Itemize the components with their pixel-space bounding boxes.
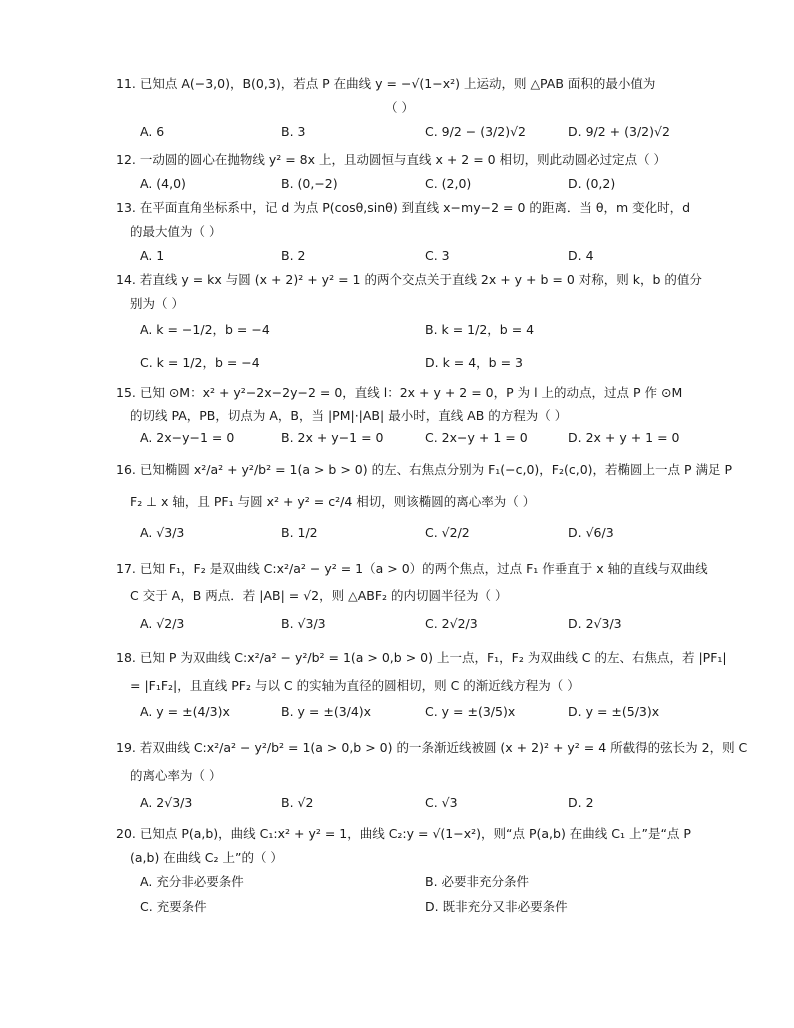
question-20-stem-line2: (a,b) 在曲线 C₂ 上”的（ ） (130, 850, 283, 865)
question-18-option-a: A. y = ±(4/3)x (140, 704, 230, 719)
question-14-stem-line2: 别为（ ） (130, 296, 184, 311)
question-12-option-b: B. (0,−2) (281, 176, 338, 191)
question-15-option-a: A. 2x−y−1 = 0 (140, 430, 235, 445)
question-12-option-c: C. (2,0) (425, 176, 472, 191)
question-11-option-c: C. 9/2 − (3/2)√2 (425, 124, 527, 139)
question-13-stem-line1: 13. 在平面直角坐标系中，记 d 为点 P(cosθ,sinθ) 到直线 x−my−2 = 0 的距离．当 θ，m 变化时，d (116, 200, 691, 215)
question-16-option-b: B. 1/2 (281, 525, 318, 540)
question-16-stem-line1: 16. 已知椭圆 x²/a² + y²/b² = 1(a > b > 0) 的左、右焦点分别为 F₁(−c,0)，F₂(c,0)，若椭圆上一点 P 满足 P (116, 462, 733, 477)
question-20-option-d: D. 既非充分又非必要条件 (425, 899, 568, 914)
question-15-option-b: B. 2x + y−1 = 0 (281, 430, 384, 445)
question-13-option-d: D. 4 (568, 248, 594, 263)
question-13-option-b: B. 2 (281, 248, 306, 263)
question-17-option-b: B. √3/3 (281, 616, 326, 631)
question-11-option-a: A. 6 (140, 124, 165, 139)
question-13-option-c: C. 3 (425, 248, 450, 263)
question-18-option-c: C. y = ±(3/5)x (425, 704, 516, 719)
question-16-option-a: A. √3/3 (140, 525, 185, 540)
question-19-stem-line1: 19. 若双曲线 C:x²/a² − y²/b² = 1(a > 0,b > 0) 的一条渐近线被圆 (x + 2)² + y² = 4 所截得的弦长为 2，则 C (116, 740, 748, 755)
question-19-option-c: C. √3 (425, 795, 458, 810)
question-20-option-a: A. 充分非必要条件 (140, 874, 244, 889)
question-19-option-b: B. √2 (281, 795, 314, 810)
question-18-stem-line2: = |F₁F₂|，且直线 PF₂ 与以 C 的实轴为直径的圆相切，则 C 的渐近线方程为（ ） (130, 678, 580, 693)
question-11-answer-blank: （ ） (385, 100, 414, 115)
question-12-option-d: D. (0,2) (568, 176, 616, 191)
question-19-stem-line2: 的离心率为（ ） (130, 768, 222, 783)
question-19-option-d: D. 2 (568, 795, 594, 810)
question-16-stem-line2: F₂ ⊥ x 轴，且 PF₁ 与圆 x² + y² = c²/4 相切，则该椭圆的离心率为（ ） (130, 494, 536, 509)
question-20-option-b: B. 必要非充分条件 (425, 874, 530, 889)
question-14-option-b: B. k = 1/2，b = 4 (425, 322, 535, 337)
question-15-stem-line2: 的切线 PA，PB，切点为 A，B，当 |PM|·|AB| 最小时，直线 AB 的方程为（ ） (130, 408, 568, 423)
question-14-option-d: D. k = 4，b = 3 (425, 355, 523, 370)
question-17-stem-line1: 17. 已知 F₁，F₂ 是双曲线 C:x²/a² − y² = 1（a > 0）的两个焦点，过点 F₁ 作垂直于 x 轴的直线与双曲线 (116, 561, 708, 576)
question-11-stem: 11. 已知点 A(−3,0)，B(0,3)，若点 P 在曲线 y = −√(1−x²) 上运动，则 △PAB 面积的最小值为 (116, 76, 656, 91)
question-16-option-d: D. √6/3 (568, 525, 614, 540)
question-14-option-c: C. k = 1/2，b = −4 (140, 355, 260, 370)
question-20-option-c: C. 充要条件 (140, 899, 207, 914)
question-20-stem-line1: 20. 已知点 P(a,b)，曲线 C₁:x² + y² = 1，曲线 C₂:y = √(1−x²)，则“点 P(a,b) 在曲线 C₁ 上”是“点 P (116, 826, 691, 841)
question-15-option-c: C. 2x−y + 1 = 0 (425, 430, 528, 445)
question-11-option-d: D. 9/2 + (3/2)√2 (568, 124, 670, 139)
question-15-stem-line1: 15. 已知 ⊙M：x² + y²−2x−2y−2 = 0，直线 l：2x + y + 2 = 0，P 为 l 上的动点，过点 P 作 ⊙M (116, 385, 683, 400)
question-17-option-d: D. 2√3/3 (568, 616, 622, 631)
question-12-option-a: A. (4,0) (140, 176, 186, 191)
question-12-stem: 12. 一动圆的圆心在抛物线 y² = 8x 上，且动圆恒与直线 x + 2 = 0 相切，则此动圆必过定点（ ） (116, 152, 667, 167)
question-14-option-a: A. k = −1/2，b = −4 (140, 322, 270, 337)
question-17-option-c: C. 2√2/3 (425, 616, 478, 631)
question-11-option-b: B. 3 (281, 124, 306, 139)
question-13-stem-line2: 的最大值为（ ） (130, 224, 222, 239)
question-17-stem-line2: C 交于 A，B 两点．若 |AB| = √2，则 △ABF₂ 的内切圆半径为（ ） (130, 588, 508, 603)
question-16-option-c: C. √2/2 (425, 525, 470, 540)
question-13-option-a: A. 1 (140, 248, 165, 263)
question-14-stem-line1: 14. 若直线 y = kx 与圆 (x + 2)² + y² = 1 的两个交点关于直线 2x + y + b = 0 对称，则 k，b 的值分 (116, 272, 702, 287)
question-18-option-d: D. y = ±(5/3)x (568, 704, 660, 719)
question-18-stem-line1: 18. 已知 P 为双曲线 C:x²/a² − y²/b² = 1(a > 0,b > 0) 上一点，F₁，F₂ 为双曲线 C 的左、右焦点，若 |PF₁| (116, 650, 727, 665)
question-19-option-a: A. 2√3/3 (140, 795, 193, 810)
question-15-option-d: D. 2x + y + 1 = 0 (568, 430, 680, 445)
question-17-option-a: A. √2/3 (140, 616, 185, 631)
question-18-option-b: B. y = ±(3/4)x (281, 704, 372, 719)
